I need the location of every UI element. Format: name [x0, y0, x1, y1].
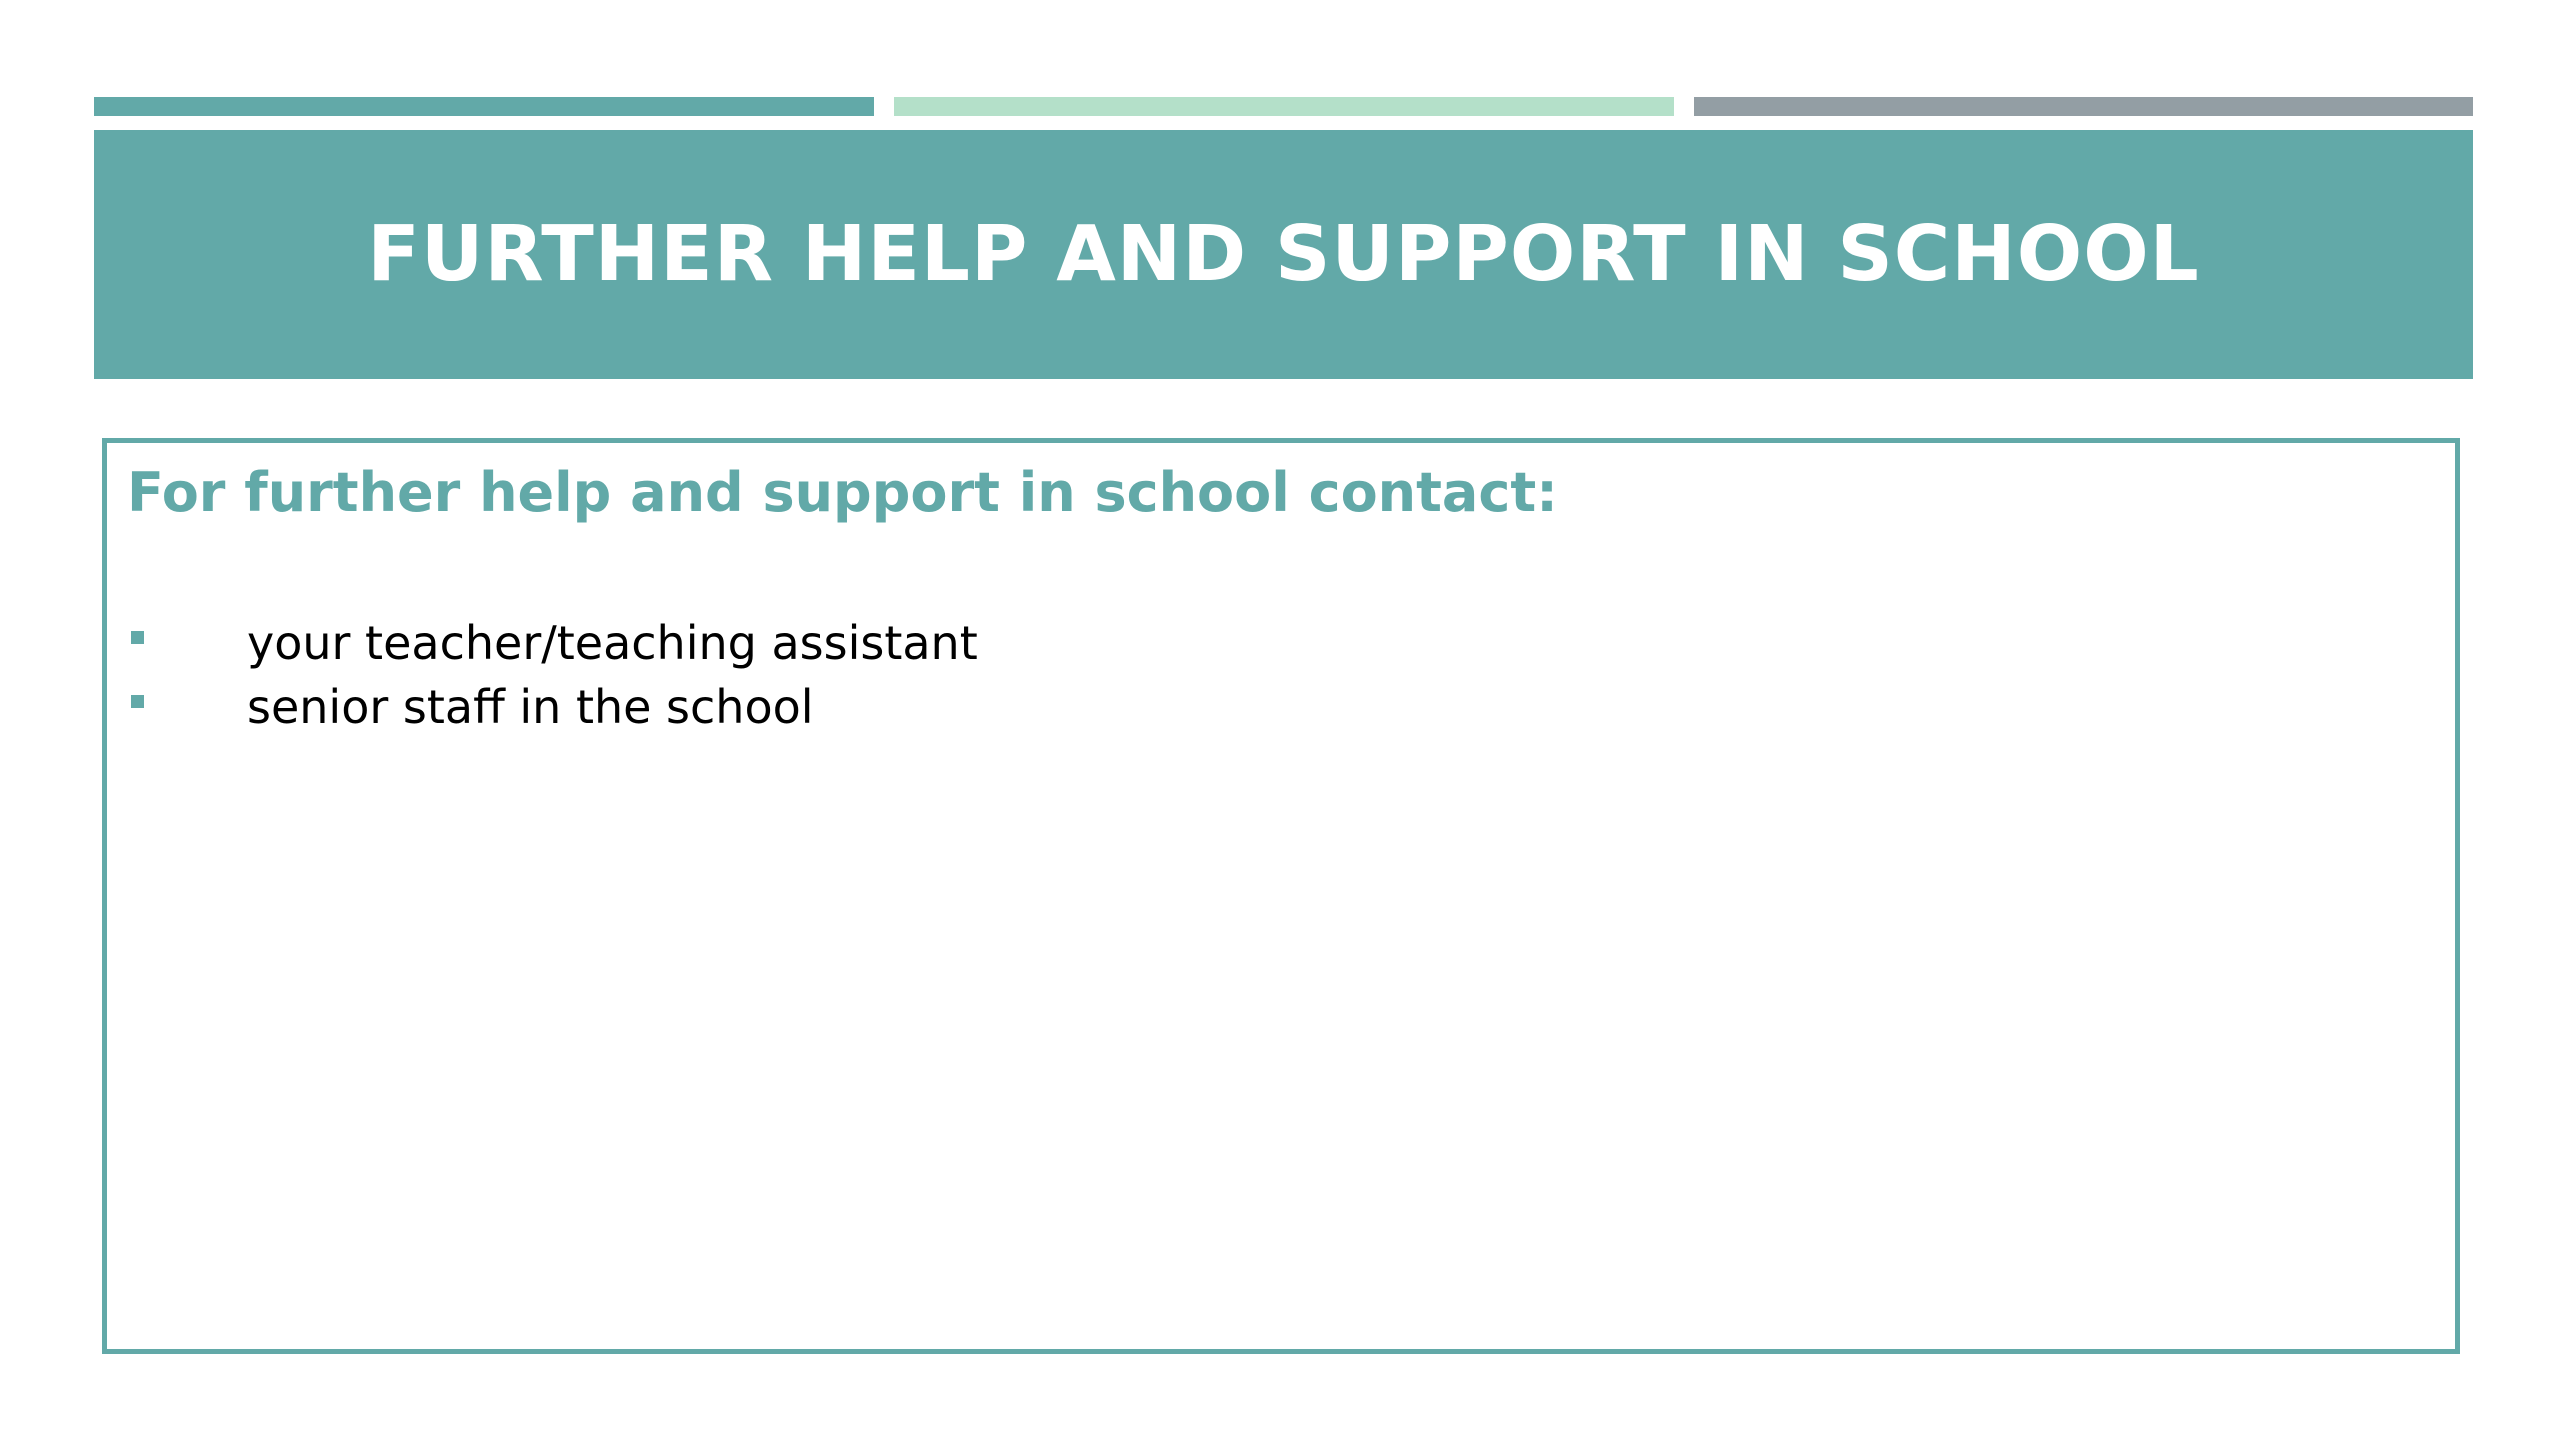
accent-bar-teal [94, 97, 874, 116]
square-bullet-icon [131, 695, 144, 708]
content-heading: For further help and support in school contact: [127, 461, 1558, 524]
content-box [102, 438, 2460, 1354]
slide-title: FURTHER HELP AND SUPPORT IN SCHOOL [367, 210, 2200, 299]
title-band [94, 130, 2473, 379]
bullet-text: senior staff in the school [247, 680, 814, 734]
bullet-text: your teacher/teaching assistant [247, 616, 978, 670]
accent-bar-grey [1694, 97, 2473, 116]
square-bullet-icon [131, 631, 144, 644]
accent-bar-mint [894, 97, 1674, 116]
